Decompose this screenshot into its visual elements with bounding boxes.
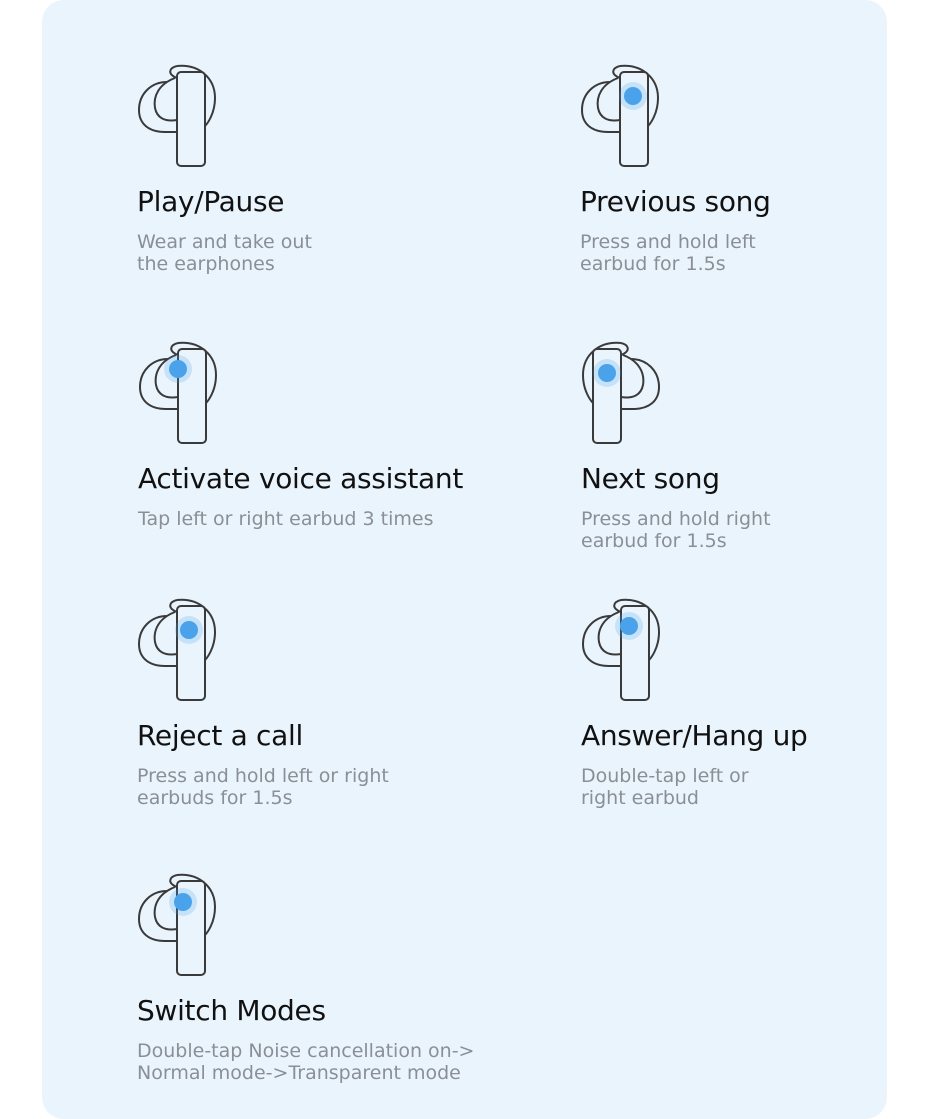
earbud-right-press-hold-icon bbox=[581, 341, 661, 445]
tap-dot bbox=[598, 364, 616, 382]
control-item bbox=[581, 341, 930, 571]
control-item bbox=[580, 64, 930, 294]
control-description bbox=[137, 765, 497, 809]
control-description bbox=[581, 765, 930, 809]
description-line: Wear and take out bbox=[137, 231, 312, 253]
description-line: Press and hold right bbox=[581, 508, 771, 530]
earbud-tap-icon bbox=[138, 341, 218, 445]
control-title: Play/Pause bbox=[137, 185, 285, 218]
control-title: Switch Modes bbox=[137, 994, 326, 1027]
description-line: Double-tap left or bbox=[581, 765, 749, 787]
description-line: the earphones bbox=[137, 253, 275, 275]
control-item bbox=[137, 873, 517, 1103]
control-description bbox=[580, 231, 930, 275]
control-description bbox=[137, 231, 497, 275]
control-title: Previous song bbox=[580, 185, 771, 218]
description-line: Press and hold left or right bbox=[137, 765, 389, 787]
earbud-double-tap-icon bbox=[137, 873, 217, 977]
control-item bbox=[137, 64, 517, 294]
description-line: Normal mode->Transparent mode bbox=[137, 1062, 461, 1084]
description-line: Press and hold left bbox=[580, 231, 756, 253]
control-item bbox=[138, 341, 518, 571]
description-line: Tap left or right earbud 3 times bbox=[138, 508, 434, 530]
description-line: earbud for 1.5s bbox=[580, 253, 726, 275]
control-title: Reject a call bbox=[137, 719, 303, 752]
description-line: earbud for 1.5s bbox=[581, 530, 727, 552]
tap-dot bbox=[169, 360, 187, 378]
earbud-press-hold-icon bbox=[580, 64, 660, 168]
earbud-double-tap-icon bbox=[581, 598, 661, 702]
control-item bbox=[581, 598, 930, 828]
tap-dot bbox=[624, 87, 642, 105]
control-item bbox=[137, 598, 517, 828]
earbud-press-hold-icon bbox=[137, 598, 217, 702]
tap-dot bbox=[620, 617, 638, 635]
control-title: Activate voice assistant bbox=[138, 462, 464, 495]
control-description bbox=[137, 1040, 497, 1084]
description-line: Double-tap Noise cancellation on-> bbox=[137, 1040, 475, 1062]
control-title: Answer/Hang up bbox=[581, 719, 808, 752]
control-title: Next song bbox=[581, 462, 720, 495]
control-description bbox=[138, 508, 498, 530]
tap-dot bbox=[174, 893, 192, 911]
control-description bbox=[581, 508, 930, 552]
description-line: earbuds for 1.5s bbox=[137, 787, 293, 809]
tap-dot bbox=[180, 621, 198, 639]
earbud-left-icon bbox=[137, 64, 217, 168]
description-line: right earbud bbox=[581, 787, 699, 809]
